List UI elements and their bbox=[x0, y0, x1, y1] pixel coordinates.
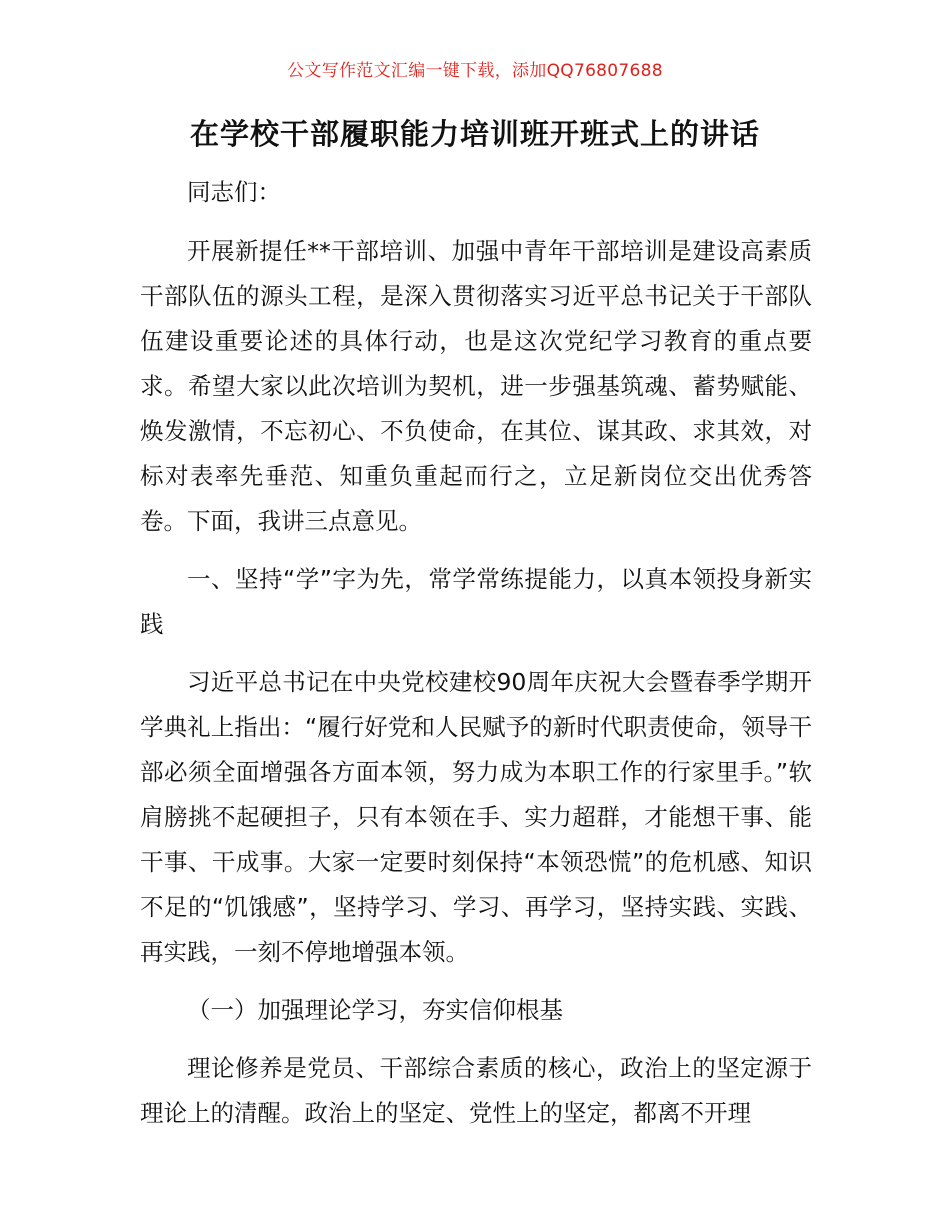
paragraph-intro: 开展新提任**干部培训、加强中青年干部培训是建设高素质干部队伍的源头工程，是深入贯彻落实习近平总书记关于干部队伍建设重要论述的具体行动，也是这次党纪学习教育的重点要求。希望大家以此次培训为契机，进一步强基筑魂、蓄势赋能、焕发激情，不忘初心、不负使命，在其位、谋其政、求其效，对标对表率先垂范、知重负重起而行之，立足新岗位交出优秀答卷。下面，我讲三点意见。 bbox=[140, 237, 812, 535]
document-title: 在学校干部履职能力培训班开班式上的讲话 bbox=[189, 117, 760, 151]
subheading-1-1: （一）加强理论学习，夯实信仰根基 bbox=[187, 996, 563, 1024]
paragraph-section-1: 习近平总书记在中央党校建校90周年庆祝大会暨春季学期开学典礼上指出：“履行好党和人民赋予的新时代职责使命，领导干部必须全面增强各方面本领，努力成为本职工作的行家里手。”软肩膀挑不起硬担子，只有本领在手、实力超群，才能想干事、能干事、干成事。大家一定要时刻保持“本领恐慌”的危机感、知识不足的“饥饿感”，坚持学习、学习、再学习，坚持实践、实践、再实践，一刻不停地增强本领。 bbox=[140, 668, 812, 966]
salutation: 同志们： bbox=[187, 178, 281, 206]
paragraph-subsection-1-1: 理论修养是党员、干部综合素质的核心，政治上的坚定源于理论上的清醒。政治上的坚定、党性上的坚定，都离不开理 bbox=[140, 1054, 812, 1127]
document-body bbox=[140, 170, 812, 1149]
download-banner: 公文写作范文汇编一键下载，添加QQ76807688 bbox=[287, 61, 663, 81]
heading-section-1: 一、坚持“学”字为先，常学常练提能力，以真本领投身新实践 bbox=[140, 565, 812, 638]
